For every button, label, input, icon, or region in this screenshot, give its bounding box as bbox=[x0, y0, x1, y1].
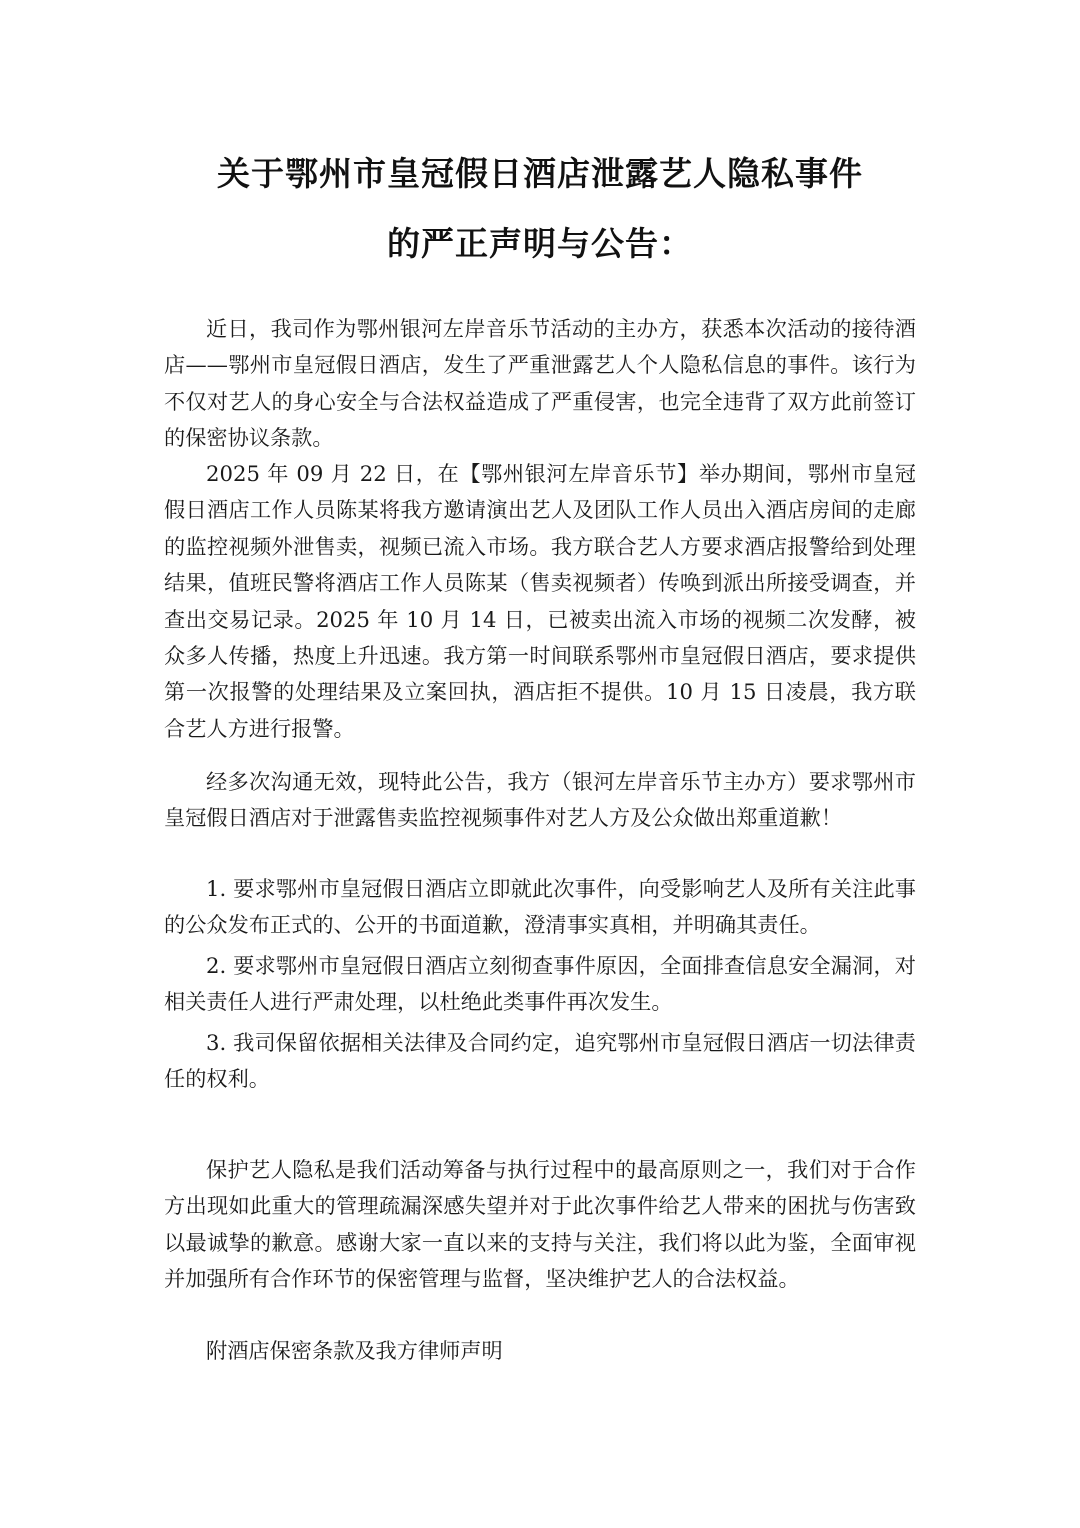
paragraph-closing: 保护艺人隐私是我们活动筹备与执行过程中的最高原则之一，我们对于合作方出现如此重大的管理疏漏深感失望并对于此次事件给艺人带来的困扰与伤害致以最诚挚的歉意。感谢大家一直以来的支持与关注，我们将以此为鉴，全面审视并加强所有合作环节的保密管理与监督，坚决维护艺人的合法权益。 bbox=[164, 1157, 916, 1292]
paragraph-incident-timeline: 2025 年 09 月 22 日，在【鄂州银河左岸音乐节】举办期间，鄂州市皇冠假日酒店工作人员陈某将我方邀请演出艺人及团队工作人员出入酒店房间的走廊的监控视频外泄售卖，视频已流入市场。我方联合艺人方要求酒店报警给到处理结果，值班民警将酒店工作人员陈某（售卖视频者）传唤到派出所接受调查，并查出交易记录。2025 年 10 月 14 日，已被卖出流入市场的视频二次发酵，被众多人传播，热度上升迅速。我方第一时间联系鄂州市皇冠假日酒店，要求提供第一次报警的处理结果及立案回执，酒店拒不提供。10 月 15 日凌晨，我方联合艺人方进行报警。 bbox=[164, 461, 916, 741]
demand-item-1: 1. 要求鄂州市皇冠假日酒店立即就此次事件，向受影响艺人及所有关注此事的公众发布正式的、公开的书面道歉，澄清事实真相，并明确其责任。 bbox=[164, 876, 916, 938]
demand-item-3: 3. 我司保留依据相关法律及合同约定，追究鄂州市皇冠假日酒店一切法律责任的权利。 bbox=[164, 1030, 916, 1092]
paragraph-demand-apology: 经多次沟通无效，现特此公告，我方（银河左岸音乐节主办方）要求鄂州市皇冠假日酒店对于泄露售卖监控视频事件对艺人方及公众做出郑重道歉！ bbox=[164, 769, 916, 831]
attachment-note: 附酒店保密条款及我方律师声明 bbox=[206, 1338, 503, 1363]
title-line-1: 关于鄂州市皇冠假日酒店泄露艺人隐私事件 bbox=[217, 154, 863, 193]
title-line-2: 的严正声明与公告： bbox=[387, 224, 693, 263]
demand-item-2: 2. 要求鄂州市皇冠假日酒店立刻彻查事件原因，全面排查信息安全漏洞，对相关责任人进行严肃处理，以杜绝此类事件再次发生。 bbox=[164, 953, 916, 1015]
paragraph-intro: 近日，我司作为鄂州银河左岸音乐节活动的主办方，获悉本次活动的接待酒店——鄂州市皇冠假日酒店，发生了严重泄露艺人个人隐私信息的事件。该行为不仅对艺人的身心安全与合法权益造成了严重侵害，也完全违背了双方此前签订的保密协议条款。 bbox=[164, 316, 916, 451]
